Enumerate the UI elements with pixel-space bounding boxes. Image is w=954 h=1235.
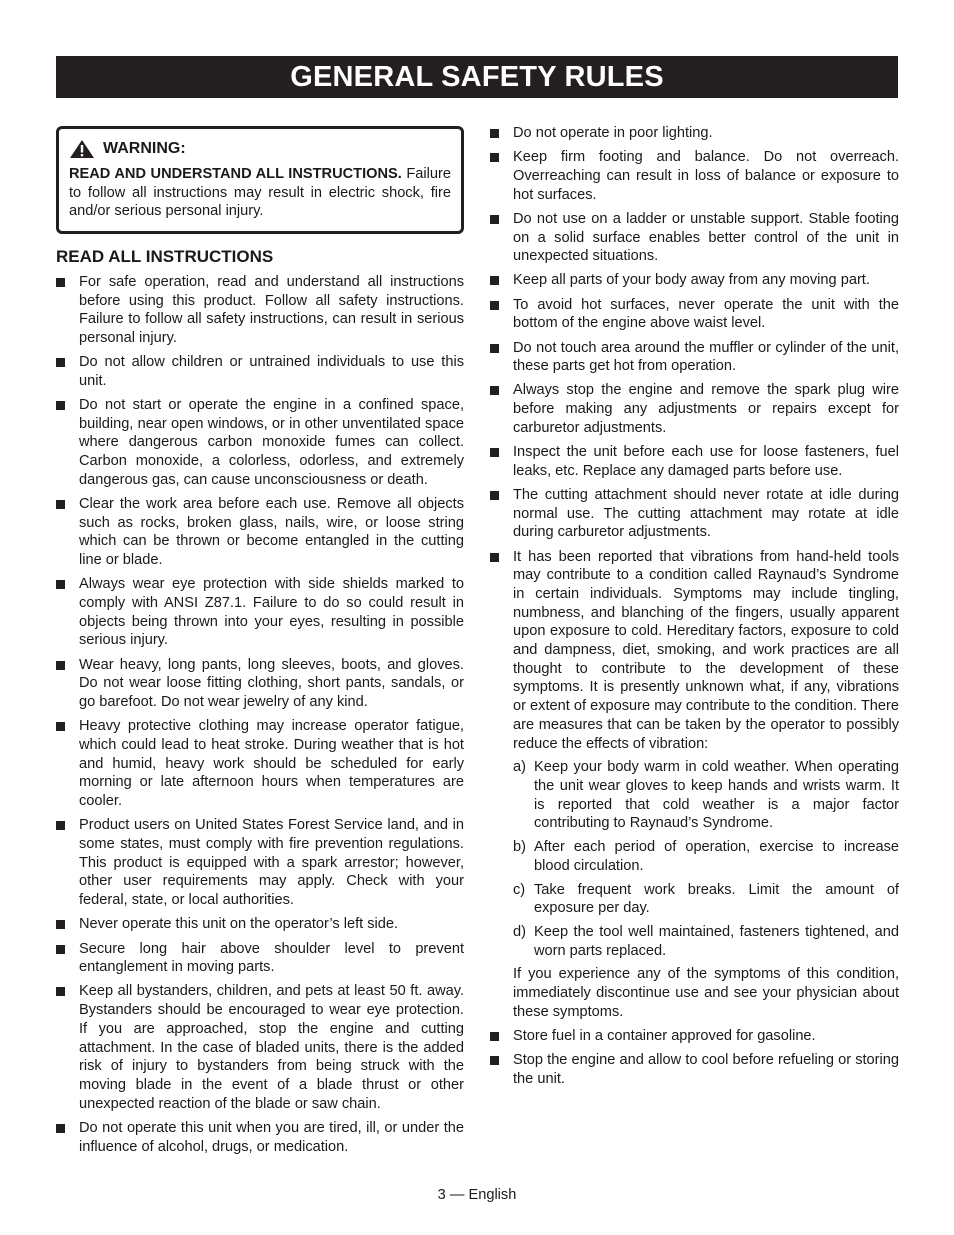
warning-lead: READ AND UNDERSTAND ALL INSTRUCTIONS. [69, 166, 402, 182]
list-item: Do not touch area around the muffler or cylinder of the unit, these parts get hot from operation. [490, 339, 899, 376]
warning-header [69, 139, 451, 159]
list-item: Heavy protective clothing may increase operator fatigue, which could lead to heat stroke. During weather that is hot and humid, heavy work should be scheduled for early morning or late afternoon hours when temperatures are cooler. [56, 717, 464, 811]
list-item-vibration [490, 548, 899, 1022]
sub-list-item [513, 881, 899, 918]
title-banner [56, 56, 898, 98]
left-bullet-list [56, 273, 464, 1156]
sub-item-label: c) [513, 881, 526, 898]
list-item: Do not operate this unit when you are tired, ill, or under the influence of alcohol, drugs, or medication. [56, 1119, 464, 1156]
list-item: Keep firm footing and balance. Do not overreach. Overreaching can result in loss of balance or exposure to hot surfaces. [490, 148, 899, 204]
list-item: Product users on United States Forest Service land, and in some states, must comply with fire prevention regulations. This product is equipped with a spark arrestor; however, other user requirements may apply. Check with your federal, state, or local authorities. [56, 816, 464, 910]
vibration-list [490, 548, 899, 1022]
list-item: Keep all parts of your body away from any moving part. [490, 271, 899, 290]
list-item: Clear the work area before each use. Remove all objects such as rocks, broken glass, nails, wire, or loose string which can be thrown or become entangled in the cutting line or blade. [56, 495, 464, 570]
list-item: Stop the engine and allow to cool before refueling or storing the unit. [490, 1051, 899, 1088]
warning-text [69, 165, 451, 221]
left-column [56, 124, 464, 1162]
right-bullet-list [490, 124, 899, 542]
right-bullet-list-end [490, 1027, 899, 1089]
list-item: Always wear eye protection with side shields marked to comply with ANSI Z87.1. Failure to do so could result in objects being thrown into your eyes, resulting in possible serious injury. [56, 575, 464, 650]
vibration-text: It has been reported that vibrations from hand-held tools may contribute to a condition called Raynaud’s Syndrome in certain individuals. Symptoms may include tingling, numbness, and blanching of the fingers, usually apparent upon exposure to cold. Hereditary factors, exposure to cold and dampness, diet, smoking, and work practices are all thought to contribute to the development of these symptoms. It is presently unknown what, if any, vibrations or extent of exposure may contribute to the condition. There are measures that can be taken by the operator to possibly reduce the effects of vibration: [513, 548, 899, 752]
list-item: Keep all bystanders, children, and pets at least 50 ft. away. Bystanders should be encouraged to wear eye protection. If you are approached, stop the engine and cutting attachment. In the case of bladed units, there is the added risk of injury to bystanders from being struck with the moving blade in the event of a blade thrust or other unexpected reaction of the blade or saw chain. [56, 982, 464, 1113]
list-item: For safe operation, read and understand all instructions before using this product. Follow all safety instructions. Failure to follow all safety instructions, can result in serious personal injury. [56, 273, 464, 348]
warning-heading: WARNING: [103, 139, 186, 157]
sub-item-text: Keep your body warm in cold weather. When operating the unit wear gloves to keep hands and wrists warm. It is reported that cold weather is a major factor contributing to Raynaud’s Syndrome. [534, 759, 899, 832]
list-item: Do not start or operate the engine in a confined space, building, near open windows, or in other unventilated space where dangerous carbon monoxide fumes can collect. Carbon monoxide, a colorless, odorless, and extremely dangerous gas, can cause unconsciousness or death. [56, 396, 464, 490]
list-item: Always stop the engine and remove the spark plug wire before making any adjustments or repairs except for carburetor adjustments. [490, 381, 899, 437]
page-title: GENERAL SAFETY RULES [290, 60, 664, 93]
list-item: The cutting attachment should never rotate at idle during normal use. The cutting attachment may rotate at idle during carburetor adjustments. [490, 486, 899, 542]
list-item: Do not operate in poor lighting. [490, 124, 899, 143]
page-footer: 3 — English [437, 1187, 517, 1203]
list-item: Store fuel in a container approved for gasoline. [490, 1027, 899, 1046]
sub-list-item [513, 758, 899, 833]
sub-item-label: a) [513, 759, 526, 776]
right-column [490, 124, 899, 1094]
warning-triangle-icon [69, 139, 95, 159]
list-item: To avoid hot surfaces, never operate the unit with the bottom of the engine above waist level. [490, 296, 899, 333]
sub-list-item [513, 838, 899, 875]
list-item: Do not use on a ladder or unstable support. Stable footing on a solid surface enables better control of the unit in unexpected situations. [490, 210, 899, 266]
sub-item-text: After each period of operation, exercise to increase blood circulation. [534, 839, 899, 874]
list-item: Do not allow children or untrained individuals to use this unit. [56, 353, 464, 390]
sub-item-label: b) [513, 839, 526, 856]
section-title: READ ALL INSTRUCTIONS [56, 247, 274, 267]
vibration-sub-list [513, 758, 899, 960]
list-item: Wear heavy, long pants, long sleeves, boots, and gloves. Do not wear loose fitting clothing, short pants, sandals, or go barefoot. Do not wear jewelry of any kind. [56, 656, 464, 712]
sub-item-label: d) [513, 923, 526, 940]
warning-box [56, 126, 464, 234]
sub-item-text: Take frequent work breaks. Limit the amount of exposure per day. [534, 881, 899, 917]
sub-list-item [513, 923, 899, 960]
sub-item-text: Keep the tool well maintained, fasteners tightened, and worn parts replaced. [534, 923, 899, 959]
list-item: Secure long hair above shoulder level to prevent entanglement in moving parts. [56, 940, 464, 977]
list-item: Never operate this unit on the operator’s left side. [56, 915, 464, 934]
list-item: Inspect the unit before each use for loose fasteners, fuel leaks, etc. Replace any damaged parts before use. [490, 443, 899, 480]
warning-body: Failure to follow all instructions may result in electric shock, fire and/or serious personal injury. [69, 166, 451, 220]
vibration-followup: If you experience any of the symptoms of this condition, immediately discontinue use and see your physician about these symptoms. [513, 966, 899, 1020]
